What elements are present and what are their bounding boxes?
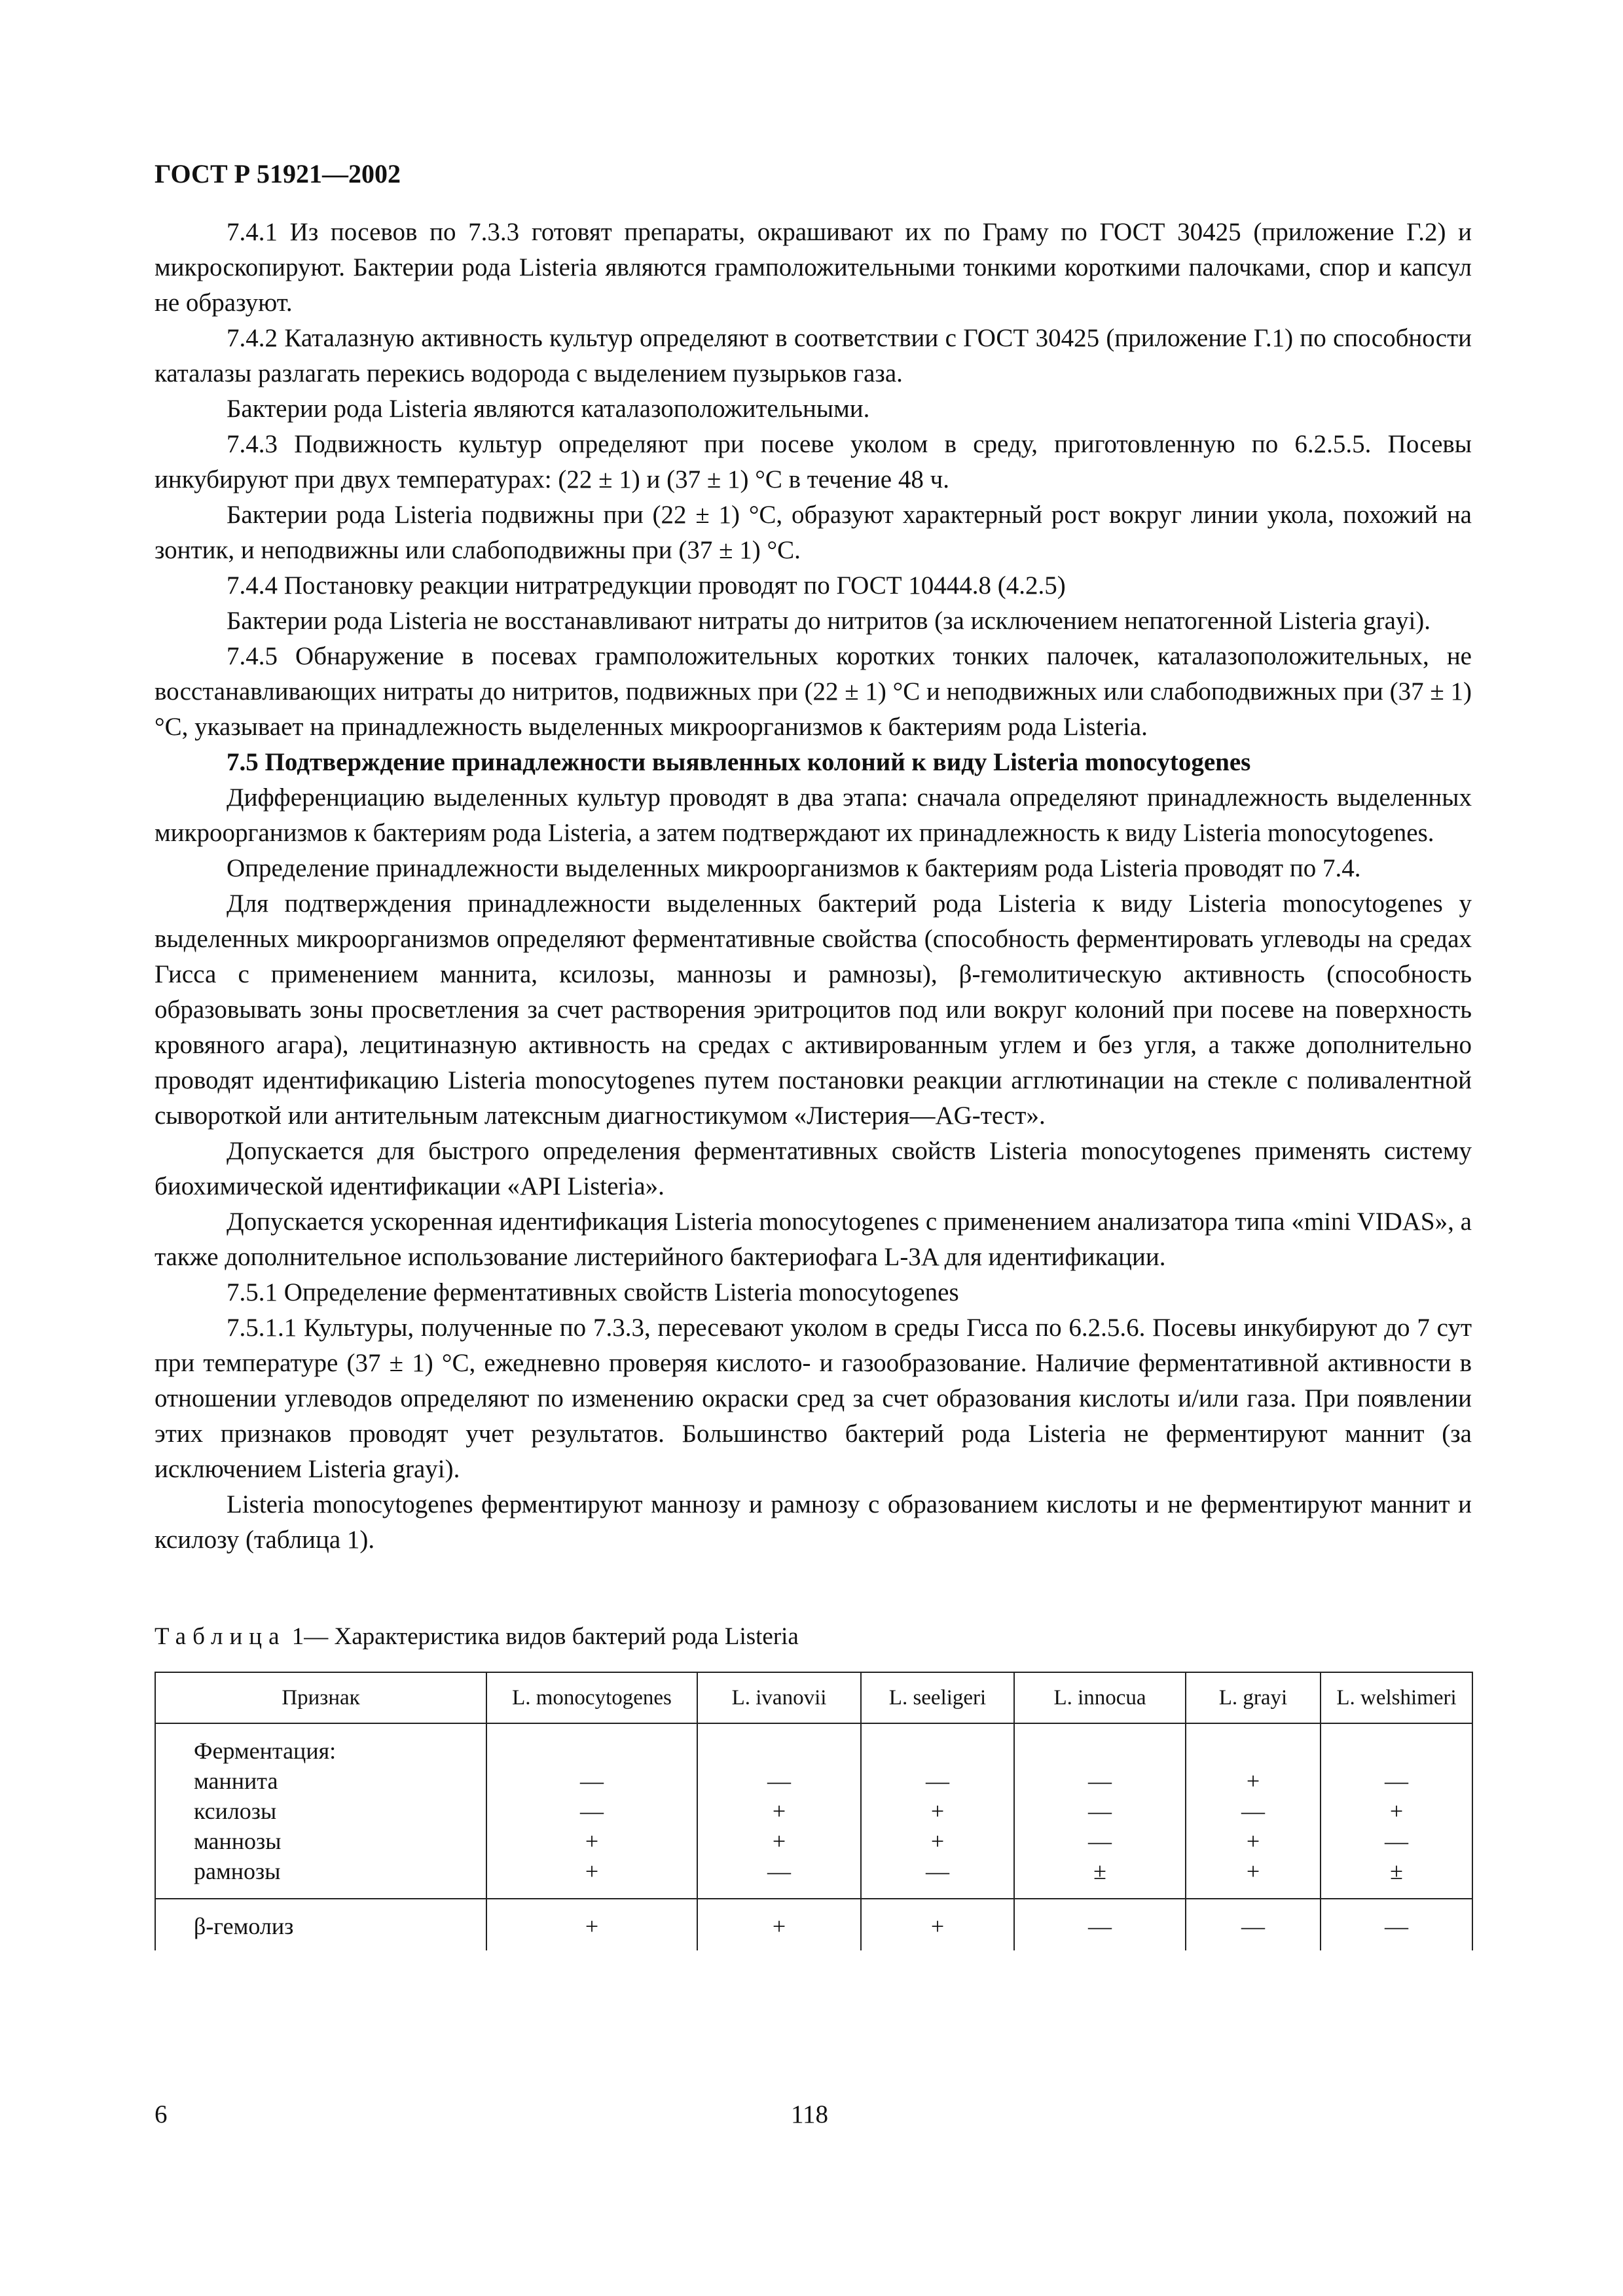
result-value: +: [772, 1798, 786, 1824]
paragraph: 7.5.1 Определение ферментативных свойств Listeria monocytogenes: [227, 1278, 959, 1306]
paragraph: 7.4.2 Каталазную активность культур определяют в соответствии с ГОСТ 30425 (приложение Г.1) по способности каталазы разлагать перекись водорода с выделением пузырьков газа.: [155, 324, 1472, 387]
result-value: ±: [1093, 1858, 1106, 1884]
paragraph: Listeria monocytogenes ферментируют маннозу и рамнозу с образованием кислоты и не ферментируют маннит и ксилозу (таблица 1).: [155, 1490, 1472, 1554]
paragraph: Бактерии рода Listeria подвижны при (22 ± 1) °С, образуют характерный рост вокруг линии укола, похожий на зонтик, и неподвижны или слабоподвижны при (37 ± 1) °С.: [155, 501, 1472, 564]
result-value: +: [772, 1828, 786, 1854]
table-header-cell: Признак: [155, 1672, 486, 1723]
document-header: ГОСТ Р 51921—2002: [155, 159, 401, 188]
result-value: +: [1246, 1828, 1260, 1854]
result-value: —: [1385, 1913, 1408, 1939]
result-value: +: [930, 1798, 945, 1824]
table-header-row: [155, 1672, 1472, 1723]
paragraph: Дифференциацию выделенных культур проводят в два этапа: сначала определяют принадлежность выделенных микроорганизмов к бактериям рода Listeria, а затем подтверждают их принадлежность к виду Listeria monocytogenes.: [155, 783, 1472, 847]
table-header-cell: L. monocytogenes: [486, 1672, 697, 1723]
paragraph: 7.4.5 Обнаружение в посевах грамположительных коротких тонких палочек, каталазоположительных, не восстанавливающих нитраты до нитритов, подвижных при (22 ± 1) °С и неподвижных или слабоподвижных при (37 ± 1) °С, указывает на принадлежность выделенных микроорганизмов к бактериям рода Listeria.: [155, 642, 1472, 741]
result-value: —: [1241, 1798, 1265, 1824]
value-cell: [1186, 1723, 1321, 1899]
value-cell: [1321, 1723, 1472, 1899]
value-cell: [1014, 1723, 1186, 1899]
table-header-cell: L. innocua: [1014, 1672, 1186, 1723]
trait-label: ксилозы: [194, 1798, 277, 1824]
result-value: +: [772, 1913, 786, 1939]
listeria-species-table: [155, 1672, 1473, 1950]
result-value: —: [1088, 1913, 1112, 1939]
value-cell: [861, 1723, 1014, 1899]
trait-label: маннита: [194, 1768, 278, 1794]
table-header-cell: L. welshimeri: [1321, 1672, 1472, 1723]
table-header-cell: L. ivanovii: [697, 1672, 861, 1723]
trait-cell: [155, 1723, 486, 1899]
paragraph: Бактерии рода Listeria являются каталазоположительными.: [227, 395, 870, 423]
trait-label: рамнозы: [194, 1858, 281, 1884]
result-value: —: [767, 1768, 791, 1794]
result-value: +: [1246, 1858, 1260, 1884]
result-value: [487, 1736, 697, 1766]
table-body: [155, 1723, 1472, 1950]
page-number: 6: [155, 2100, 168, 2128]
result-value: [862, 1736, 1013, 1766]
trait-label: β-гемолиз: [194, 1913, 294, 1939]
result-value: [1321, 1736, 1472, 1766]
value-cell: [861, 1899, 1014, 1950]
table-row-group: [155, 1899, 1472, 1950]
result-value: —: [1385, 1828, 1408, 1854]
paragraph: 7.4.4 Постановку реакции нитратредукции проводят по ГОСТ 10444.8 (4.2.5): [227, 571, 1066, 600]
section-heading: 7.5 Подтверждение принадлежности выявленных колоний к виду Listeria monocytogenes: [227, 748, 1251, 776]
value-cell: [486, 1723, 697, 1899]
value-cell: [697, 1723, 861, 1899]
table-header-cell: L. grayi: [1186, 1672, 1321, 1723]
result-value: [698, 1736, 860, 1766]
trait-label: Ферментация:: [194, 1738, 337, 1764]
result-value: —: [1241, 1913, 1265, 1939]
result-value: +: [1389, 1798, 1404, 1824]
table-caption: [155, 1621, 1472, 1653]
table-row-group: [155, 1723, 1472, 1899]
result-value: —: [1088, 1798, 1112, 1824]
result-value: —: [1385, 1768, 1408, 1794]
paragraph: Определение принадлежности выделенных микроорганизмов к бактериям рода Listeria проводят по 7.4.: [227, 854, 1361, 882]
paragraph: 7.5.1.1 Культуры, полученные по 7.3.3, пересевают уколом в среды Гисса по 6.2.5.6. Посевы инкубируют до 7 сут при температуре (37 ± 1) °С, ежедневно проверяя кислото- и газообразование. Наличие ферментативной активности в отношении углеводов определяют по изменению окраски сред за счет образования кислоты и/или газа. При появлении этих признаков проводят учет результатов. Большинство бактерий рода Listeria не ферментируют маннит (за исключением Listeria grayi).: [155, 1314, 1472, 1483]
paragraph: Бактерии рода Listeria не восстанавливают нитраты до нитритов (за исключением непатогенной Listeria grayi).: [227, 607, 1431, 635]
result-value: ±: [1390, 1858, 1403, 1884]
sheet-number: 118: [791, 2100, 829, 2128]
trait-cell: [155, 1899, 486, 1950]
result-value: +: [1246, 1768, 1260, 1794]
value-cell: [486, 1899, 697, 1950]
value-cell: [1186, 1899, 1321, 1950]
result-value: —: [580, 1798, 604, 1824]
result-value: [1186, 1736, 1320, 1766]
paragraph: Допускается ускоренная идентификация Listeria monocytogenes с применением анализатора типа «mini VIDAS», а также дополнительное использование листерийного бактериофага L-3A для идентификации.: [155, 1208, 1472, 1271]
paragraph: 7.4.3 Подвижность культур определяют при посеве уколом в среду, приготовленную по 6.2.5.5. Посевы инкубируют при двух температурах: (22 ± 1) и (37 ± 1) °С в течение 48 ч.: [155, 430, 1472, 493]
table-caption-title: 1— Характеристика видов бактерий рода Listeria: [285, 1623, 799, 1650]
trait-label: маннозы: [194, 1828, 282, 1854]
result-value: +: [930, 1913, 945, 1939]
paragraph: Допускается для быстрого определения ферментативных свойств Listeria monocytogenes применять систему биохимической идентификации «API Listeria».: [155, 1137, 1472, 1200]
result-value: +: [585, 1913, 599, 1939]
result-value: —: [767, 1858, 791, 1884]
body-text: [155, 215, 1472, 1558]
value-cell: [1321, 1899, 1472, 1950]
paragraph: 7.4.1 Из посевов по 7.3.3 готовят препараты, окрашивают их по Граму по ГОСТ 30425 (приложение Г.2) и микроскопируют. Бактерии рода Listeria являются грамположительными тонкими короткими палочками, спор и капсул не образуют.: [155, 218, 1472, 317]
document-page: [155, 157, 1472, 1950]
paragraph: Для подтверждения принадлежности выделенных бактерий рода Listeria к виду Listeria monocytogenes у выделенных микроорганизмов определяют ферментативные свойства (способность ферментировать углеводы на средах Гисса с применением маннита, ксилозы, маннозы и рамнозы), β-гемолитическую активность (способность образовывать зоны просветления за счет растворения эритроцитов под или вокруг колоний при посеве на поверхность кровяного агара), лецитиназную активность на средах с активированным углем и без угля, а также дополнительно проводят идентификацию Listeria monocytogenes путем постановки реакции агглютинации на стекле с поливалентной сывороткой или антительным латексным диагностикумом «Листерия—AG-тест».: [155, 889, 1472, 1130]
result-value: +: [585, 1858, 599, 1884]
result-value: —: [1088, 1828, 1112, 1854]
result-value: +: [585, 1828, 599, 1854]
value-cell: [697, 1899, 861, 1950]
result-value: —: [926, 1858, 949, 1884]
result-value: +: [930, 1828, 945, 1854]
result-value: —: [1088, 1768, 1112, 1794]
table-caption-label: Таблица: [155, 1623, 286, 1650]
result-value: —: [580, 1768, 604, 1794]
value-cell: [1014, 1899, 1186, 1950]
result-value: —: [926, 1768, 949, 1794]
table-header-cell: L. seeligeri: [861, 1672, 1014, 1723]
result-value: [1015, 1736, 1185, 1766]
